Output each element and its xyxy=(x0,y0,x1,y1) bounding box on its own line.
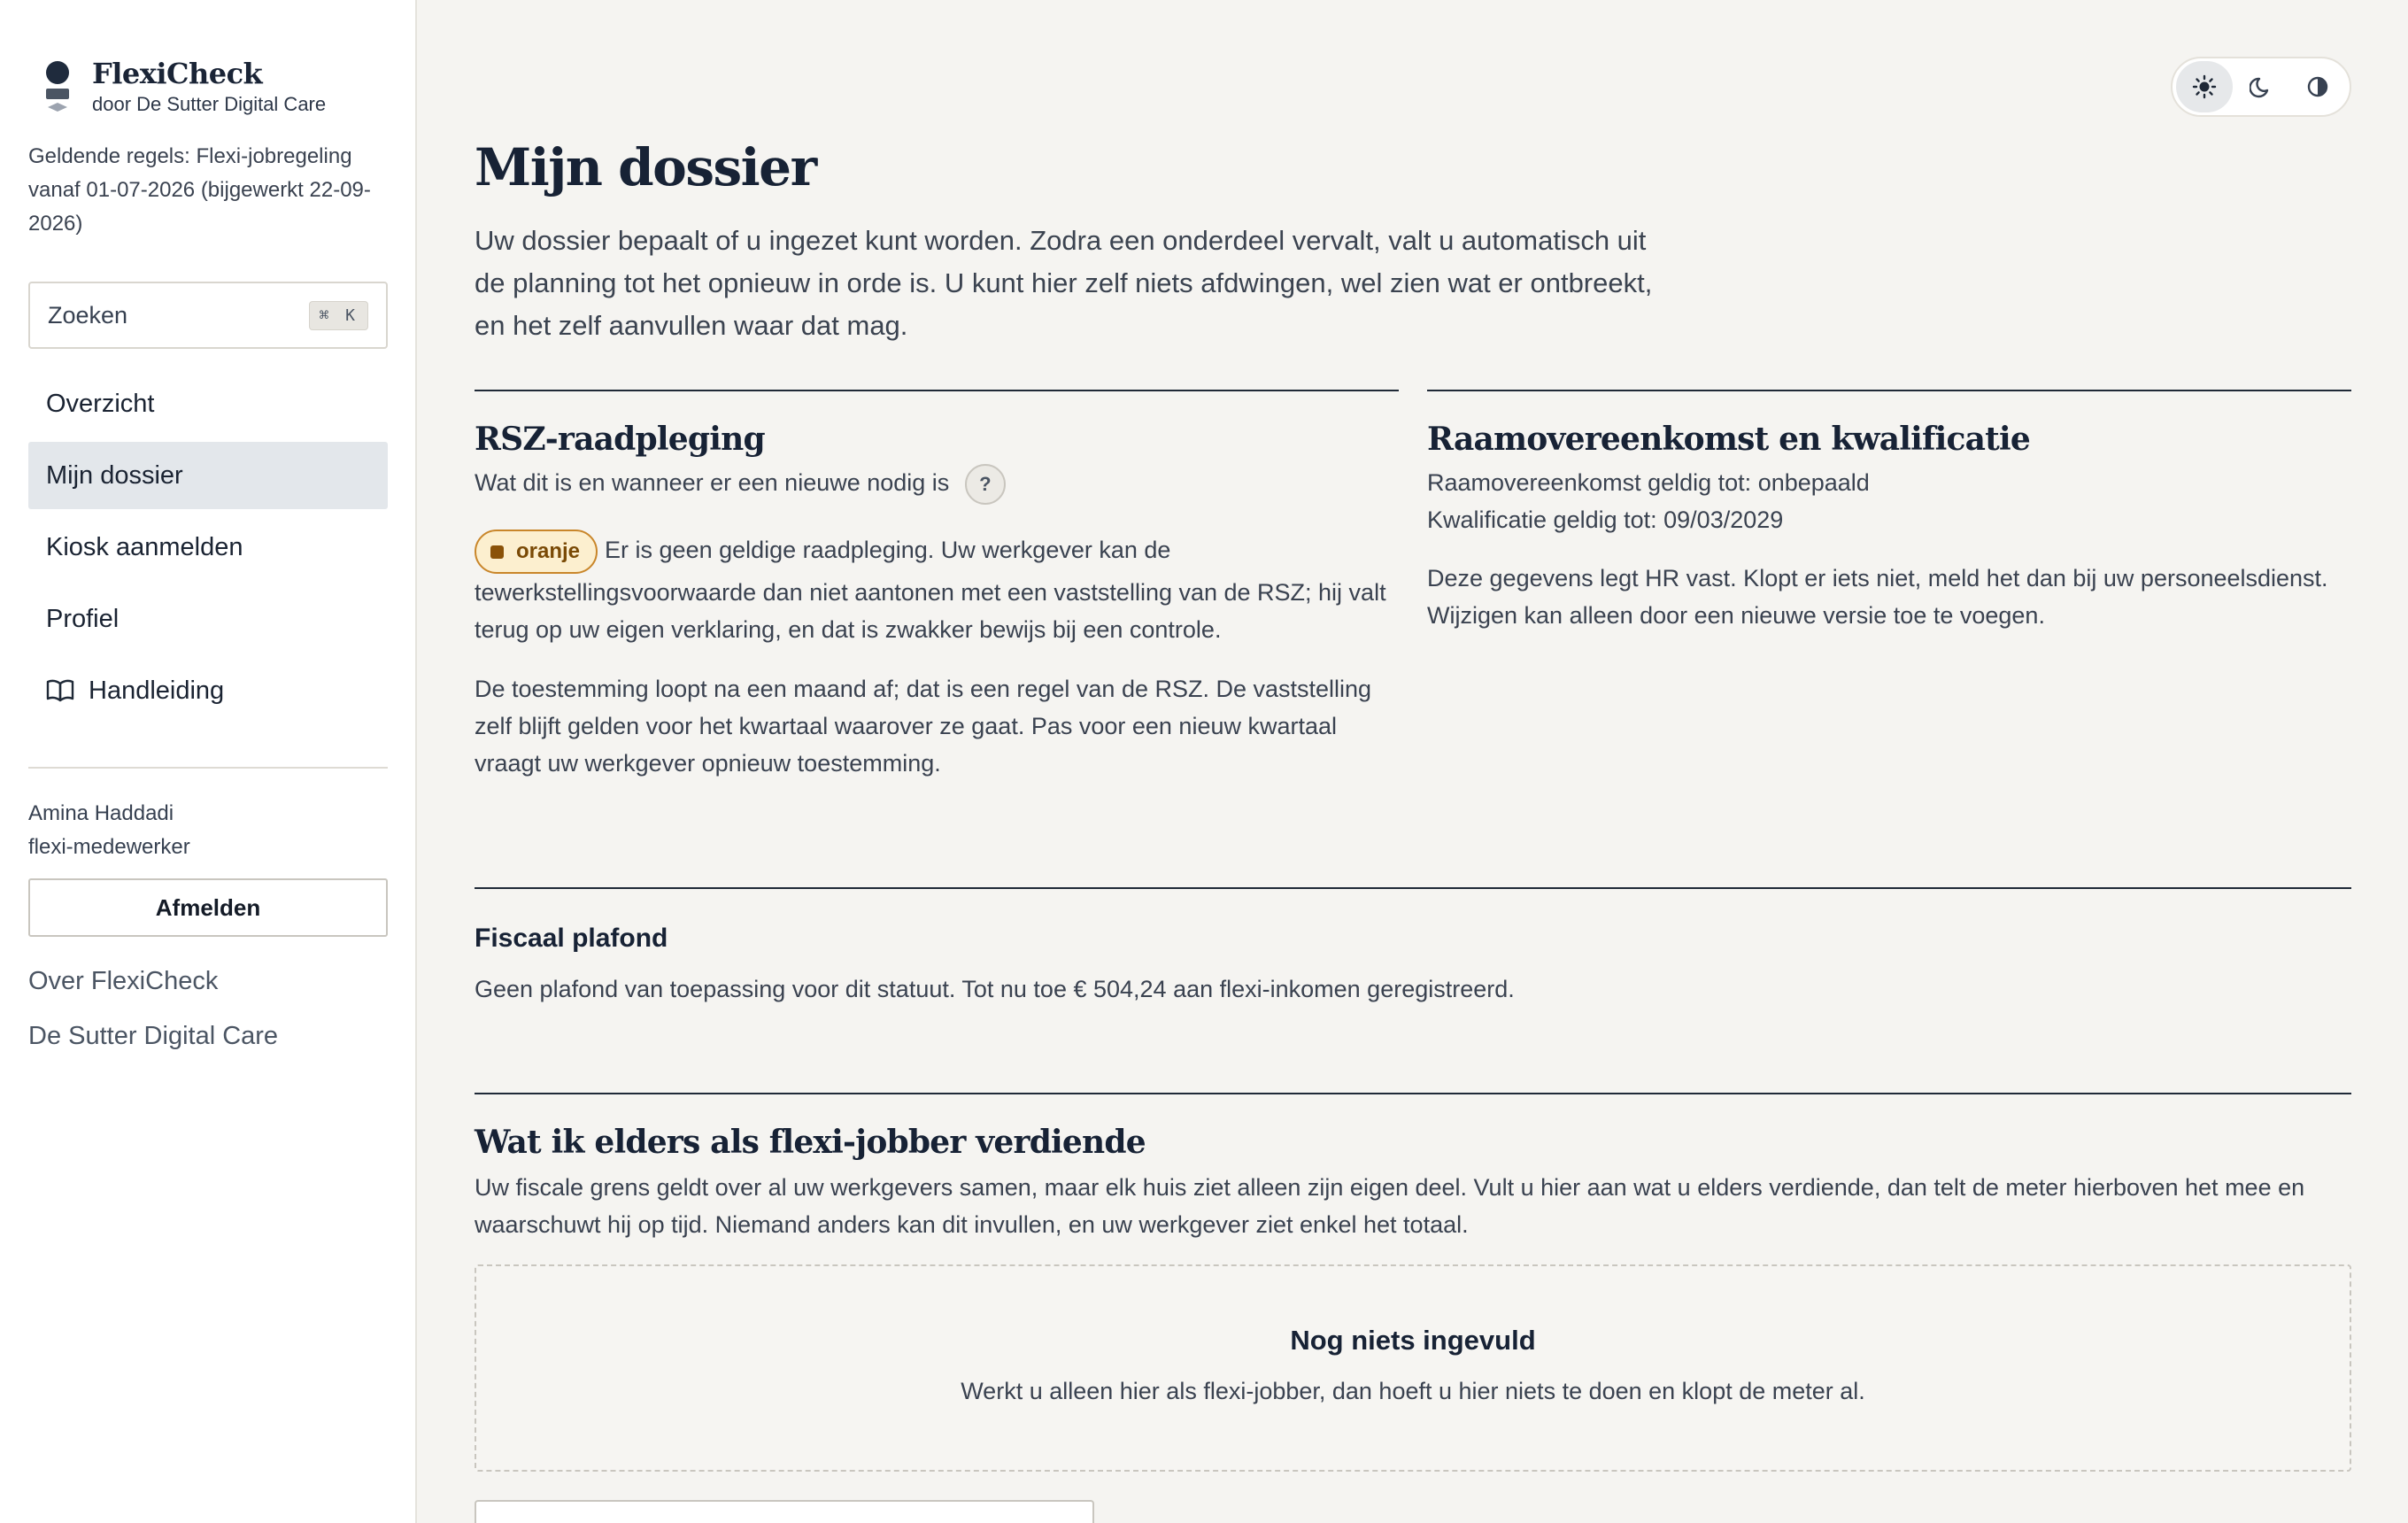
section-divider xyxy=(475,1093,2351,1094)
rsz-note: De toestemming loopt na een maand af; dat is een regel van de RSZ. De vaststelling zelf blijft gelden voor het kwartaal waarover ze gaat. Pas voor een nieuw kwartaal vraagt uw werkgever opnieuw toestemming. xyxy=(475,676,1372,777)
page-title: Mijn dossier xyxy=(475,137,816,197)
raam-note: Deze gegevens legt HR vast. Klopt er iets niet, meld het dan bij uw personeelsdienst. Wijzigen kan alleen door een nieuwe versie toe te voegen. xyxy=(1427,565,2328,629)
fiscal-title: Fiscaal plafond xyxy=(475,924,668,953)
user-role: flexi-medewerker xyxy=(28,835,190,859)
contrast-icon xyxy=(2306,75,2329,98)
about-link[interactable]: Over FlexiCheck xyxy=(28,967,219,995)
logout-button[interactable]: Afmelden xyxy=(28,878,388,937)
empty-state xyxy=(475,1264,2351,1472)
search-button[interactable] xyxy=(28,282,388,349)
sun-icon xyxy=(2192,74,2217,99)
brand-subtitle: door De Sutter Digital Care xyxy=(92,93,327,115)
sidebar-item-label: Handleiding xyxy=(89,676,225,705)
status-badge xyxy=(475,530,598,574)
theme-contrast-button[interactable] xyxy=(2289,61,2346,112)
status-dot-icon xyxy=(490,545,504,559)
section-divider xyxy=(1427,390,2351,391)
rsz-help-text: Wat dit is en wanneer er een nieuwe nodig is xyxy=(475,469,950,497)
raam-contract: Raamovereenkomst geldig tot: onbepaald xyxy=(1427,469,1870,496)
brand-logo-icon xyxy=(44,61,73,112)
sidebar-item-manual[interactable] xyxy=(28,657,388,724)
help-button[interactable]: ? xyxy=(965,464,1006,505)
section-divider xyxy=(475,887,2351,889)
add-income-button[interactable] xyxy=(475,1500,1094,1523)
sidebar-item-label: Kiosk aanmelden xyxy=(46,532,243,561)
sidebar-nav xyxy=(28,370,388,729)
elders-text: Uw fiscale grens geldt over al uw werkgevers samen, maar elk huis ziet alleen zijn eigen deel. Vult u hier aan wat u elders verdiende, dan telt de meter hierboven het mee en waarschuwt hij op tijd. Niemand anders kan dit invullen, en uw werkgever ziet enkel het totaal. xyxy=(475,1174,2305,1238)
search-label: Zoeken xyxy=(48,301,128,329)
fiscal-text: Geen plafond van toepassing voor dit statuut. Tot nu toe € 504,24 aan flexi-inkomen geregistreerd. xyxy=(475,976,1515,1002)
rsz-status xyxy=(475,530,1399,648)
sidebar-item-label: Overzicht xyxy=(46,389,155,418)
theme-dark-button[interactable] xyxy=(2233,61,2289,112)
raam-title: Raamovereenkomst en kwalificatie xyxy=(1427,421,2030,458)
rules-notice: Geldende regels: Flexi-jobregeling vanaf 01-07-2026 (bijgewerkt 22-09-2026) xyxy=(28,144,371,236)
sidebar-item-label: Profiel xyxy=(46,604,120,633)
rsz-status-text: Er is geen geldige raadpleging. Uw werkgever kan de tewerkstellingsvoorwaarde dan niet aantonen met een vaststelling van de RSZ; hij valt terug op uw eigen verklaring, en dat is zwakker bewijs bij een controle. xyxy=(475,537,1386,643)
theme-light-button[interactable] xyxy=(2176,61,2233,112)
sidebar xyxy=(0,0,417,1523)
empty-state-title: Nog niets ingevuld xyxy=(1290,1325,1536,1356)
book-icon xyxy=(46,679,74,702)
page-intro: Uw dossier bepaalt of u ingezet kunt worden. Zodra een onderdeel vervalt, valt u automatisch uit de planning tot het opnieuw in orde is. U kunt hier zelf niets afdwingen, wel zien wat er ontbreekt, en het zelf aanvullen waar dat mag. xyxy=(475,225,1653,341)
brand[interactable] xyxy=(44,57,326,117)
user-name: Amina Haddadi xyxy=(28,801,174,825)
theme-switcher xyxy=(2171,57,2351,117)
section-divider xyxy=(475,390,1399,391)
company-link[interactable]: De Sutter Digital Care xyxy=(28,1022,279,1050)
sidebar-item-kiosk[interactable] xyxy=(28,514,388,581)
sidebar-item-overview[interactable] xyxy=(28,370,388,437)
sidebar-item-dossier[interactable] xyxy=(28,442,388,509)
moon-icon xyxy=(2250,75,2273,98)
raam-qualification: Kwalificatie geldig tot: 09/03/2029 xyxy=(1427,506,1784,533)
shortcut-hint: ⌘ K xyxy=(309,301,368,330)
sidebar-divider xyxy=(28,767,388,769)
rsz-title: RSZ-raadpleging xyxy=(475,421,765,458)
sidebar-item-profile[interactable] xyxy=(28,585,388,653)
empty-state-text: Werkt u alleen hier als flexi-jobber, dan hoeft u hier niets te doen en klopt de meter al. xyxy=(961,1378,1865,1404)
elders-title: Wat ik elders als flexi-jobber verdiende xyxy=(475,1124,1146,1161)
brand-name: FlexiCheck xyxy=(92,57,263,90)
status-badge-label: oranje xyxy=(516,539,581,563)
rsz-help-row xyxy=(475,464,1006,505)
sidebar-item-label: Mijn dossier xyxy=(46,460,183,490)
